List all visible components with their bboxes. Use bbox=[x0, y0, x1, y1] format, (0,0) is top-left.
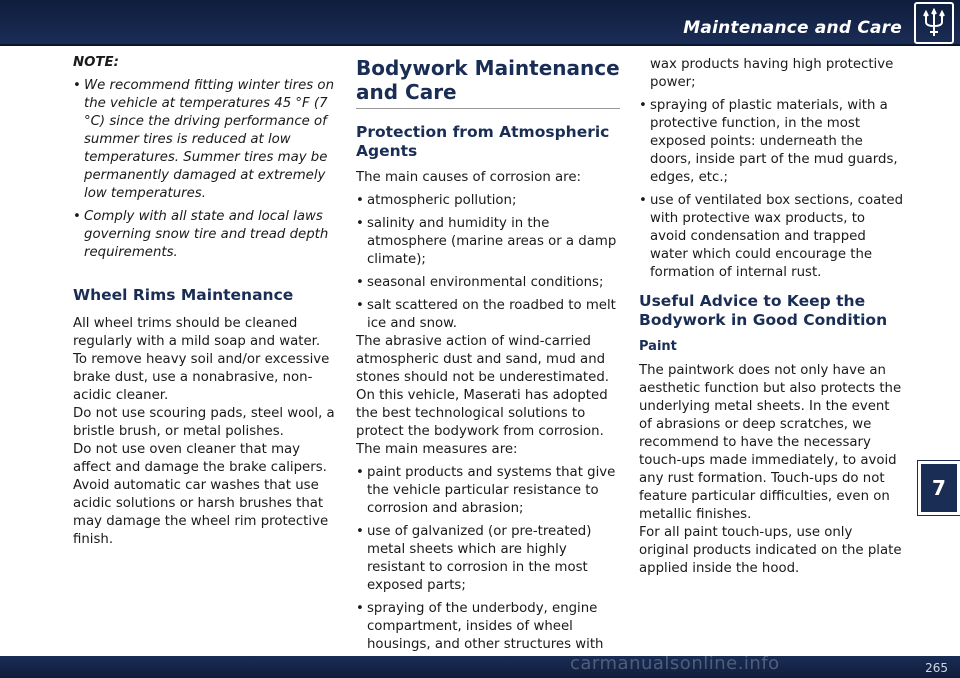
measure-item: • paint products and systems that give the vehicle particular resistance to corrosion and abrasion; bbox=[356, 464, 620, 518]
trident-logo-icon bbox=[914, 2, 954, 44]
protection-list bbox=[639, 97, 905, 282]
column-middle bbox=[356, 56, 620, 659]
protection-heading: Protection from Atmospheric Agents bbox=[356, 123, 610, 160]
measure-item: • spraying of the underbody, engine compartment, insides of wheel housings, and other structures with bbox=[356, 600, 620, 654]
cause-item: • seasonal environmental conditions; bbox=[356, 274, 620, 292]
watermark: carmanualsonline.info bbox=[570, 653, 780, 674]
cause-item: • salt scattered on the roadbed to melt ice and snow. bbox=[356, 297, 620, 333]
paint-paragraph: The paintwork does not only have an aesthetic function but also protects the underlying metal sheets. In the event of abrasions or deep scratches, we recommend to have the necessary touch-ups made immediately, to avoid any rust formation. Touch-ups do not feature particular difficulties, even on metallic finishes. bbox=[639, 363, 902, 522]
abrasive-paragraph: The abrasive action of wind-carried atmospheric dust and sand, mud and stones should not be underestimated. On this vehicle, Maserati has adopted the best technological solutions to protect the bodywork from corrosion. The main measures are: bbox=[356, 334, 609, 457]
measures-list bbox=[356, 464, 620, 654]
note-label: NOTE: bbox=[73, 55, 119, 70]
note-item: • We recommend fitting winter tires on the vehicle at temperatures 45 °F (7 °C) since the driving performance of summer tires is reduced at low temperatures. Summer tires may be permanently damaged at extremely low temperatures. bbox=[73, 77, 335, 203]
wheel-paragraph: All wheel trims should be cleaned regularly with a mild soap and water. To remove heavy soil and/or excessive brake dust, use a nonabrasive, non-acidic cleaner. bbox=[73, 316, 330, 403]
paint-paragraph: For all paint touch-ups, use only original products indicated on the plate applied inside the hood. bbox=[639, 525, 902, 576]
cause-item: • salinity and humidity in the atmosphere (marine areas or a damp climate); bbox=[356, 215, 620, 269]
protection-item: • spraying of plastic materials, with a protective function, in the most exposed points: underneath the doors, inside part of the mud guards, edges, etc.; bbox=[639, 97, 905, 187]
continued-text: wax products having high protective power; bbox=[650, 57, 894, 90]
note-item: • Comply with all state and local laws governing snow tire and tread depth requirements. bbox=[73, 208, 335, 262]
measure-item: • use of galvanized (or pre-treated) metal sheets which are highly resistant to corrosion in the most exposed parts; bbox=[356, 523, 620, 595]
header-bar bbox=[0, 0, 960, 46]
section-title: Maintenance and Care bbox=[683, 18, 902, 38]
column-right bbox=[639, 56, 905, 578]
protection-item: • use of ventilated box sections, coated with protective wax products, to avoid condensation and trapped water which could encourage the formation of internal rust. bbox=[639, 192, 905, 282]
advice-heading: Useful Advice to Keep the Bodywork in Good Condition bbox=[639, 292, 888, 329]
causes-list bbox=[356, 192, 620, 333]
note-list bbox=[73, 77, 335, 262]
wheel-paragraph: Do not use oven cleaner that may affect and damage the brake calipers. Avoid automatic car washes that use acidic solutions or harsh brushes that may damage the wheel rim protective finish. bbox=[73, 442, 329, 547]
paint-label: Paint bbox=[639, 339, 677, 354]
column-left bbox=[73, 54, 335, 549]
cause-item: • atmospheric pollution; bbox=[356, 192, 620, 210]
chapter-tab[interactable]: 7 bbox=[918, 461, 960, 515]
page-number: 265 bbox=[925, 661, 948, 675]
wheel-rims-heading: Wheel Rims Maintenance bbox=[73, 286, 294, 304]
bodywork-heading: Bodywork Maintenance and Care bbox=[356, 56, 620, 109]
footer-bar bbox=[0, 653, 960, 678]
wheel-paragraph: Do not use scouring pads, steel wool, a bristle brush, or metal polishes. bbox=[73, 406, 335, 439]
causes-intro: The main causes of corrosion are: bbox=[356, 170, 581, 185]
